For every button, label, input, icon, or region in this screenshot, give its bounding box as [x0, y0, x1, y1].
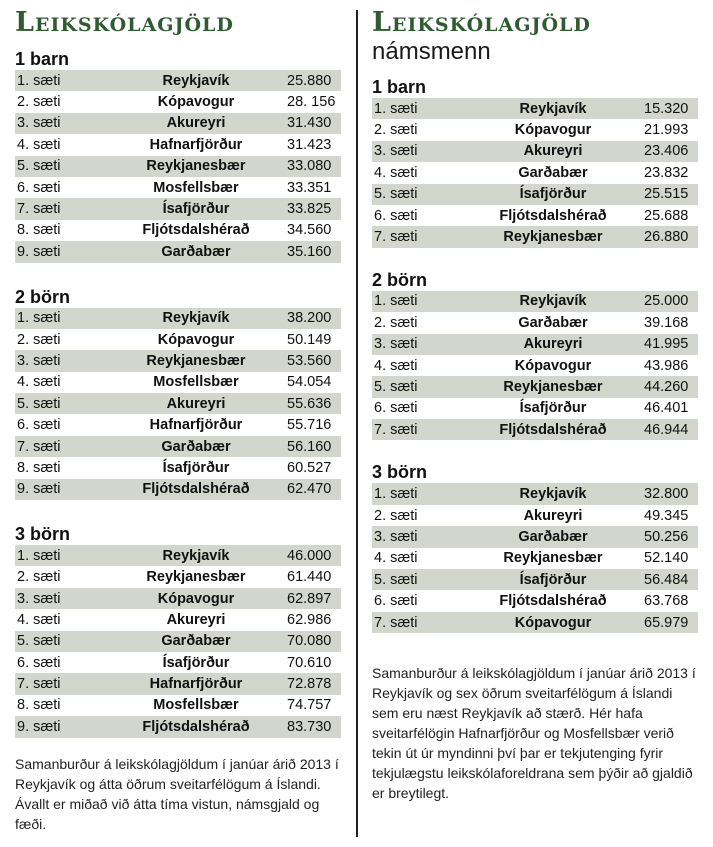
municipality-name: Akureyri — [523, 507, 583, 524]
rank-label: 5. sæti — [15, 156, 119, 177]
municipality-name: Reykjavík — [119, 308, 273, 329]
rank-label: 8. sæti — [17, 222, 61, 239]
table-row — [15, 329, 341, 350]
fee-value: 25.688 — [644, 207, 689, 224]
fee-value: 56.484 — [630, 569, 698, 590]
rank-label: 3. sæti — [372, 141, 476, 162]
municipality-name: Fljótsdalshérað — [142, 222, 250, 239]
left-title: Leikskólagjöld — [15, 7, 234, 38]
fee-value: 23.832 — [644, 164, 689, 181]
column-divider — [356, 10, 358, 837]
rank-label: 3. sæti — [15, 350, 119, 371]
municipality-name: Reykjanesbær — [503, 550, 603, 567]
fee-value: 61.440 — [287, 569, 332, 586]
rank-label: 1. sæti — [15, 308, 119, 329]
municipality-name: Garðabær — [119, 631, 273, 652]
rank-label: 2. sæti — [374, 507, 418, 524]
fee-value: 33.825 — [273, 198, 341, 219]
rank-label: 7. sæti — [15, 673, 119, 694]
table-row — [15, 695, 341, 716]
fee-value: 56.160 — [273, 436, 341, 457]
ranking-table — [15, 308, 341, 501]
rank-label: 6. sæti — [17, 417, 61, 434]
table-row — [15, 241, 341, 262]
table-row — [372, 291, 698, 312]
municipality-name: Akureyri — [166, 611, 226, 628]
municipality-name: Fljótsdalshérað — [499, 593, 607, 610]
municipality-name: Kópavogur — [157, 94, 235, 111]
left-section-3 — [15, 523, 341, 738]
table-row — [372, 184, 698, 205]
table-row — [15, 545, 341, 566]
municipality-name: Reykjanesbær — [476, 226, 630, 247]
fee-value: 60.527 — [287, 459, 332, 476]
table-row — [372, 355, 698, 376]
fee-value: 55.636 — [273, 393, 341, 414]
rank-label: 1. sæti — [372, 98, 476, 119]
table-row — [372, 612, 698, 633]
fee-value: 44.260 — [630, 376, 698, 397]
rank-label: 5. sæti — [372, 376, 476, 397]
rank-label: 5. sæti — [372, 184, 476, 205]
table-row — [15, 457, 341, 478]
right-title: Leikskólagjöld — [372, 7, 591, 38]
municipality-name: Reykjanesbær — [476, 376, 630, 397]
fee-value: 38.200 — [273, 308, 341, 329]
rank-label: 1. sæti — [372, 483, 476, 504]
rank-label: 6. sæti — [374, 207, 418, 224]
table-row — [15, 652, 341, 673]
rank-label: 5. sæti — [15, 393, 119, 414]
fee-value: 72.878 — [273, 673, 341, 694]
section-heading: 3 börn — [15, 524, 71, 545]
fee-value: 39.168 — [644, 314, 689, 331]
table-row — [372, 483, 698, 504]
municipality-name: Akureyri — [476, 334, 630, 355]
municipality-name: Ísafjörður — [476, 569, 630, 590]
municipality-name: Hafnarfjörður — [119, 673, 273, 694]
table-row — [372, 226, 698, 247]
table-row — [15, 113, 341, 134]
rank-label: 4. sæti — [374, 550, 418, 567]
fee-value: 70.080 — [273, 631, 341, 652]
table-row — [15, 588, 341, 609]
right-column — [372, 0, 698, 803]
fee-value: 15.320 — [630, 98, 698, 119]
municipality-name: Hafnarfjörður — [149, 136, 243, 153]
municipality-name: Fljótsdalshérað — [476, 419, 630, 440]
ranking-table — [372, 483, 698, 633]
rank-label: 2. sæti — [374, 314, 418, 331]
rank-label: 7. sæti — [15, 436, 119, 457]
municipality-name: Fljótsdalshérað — [119, 716, 273, 737]
rank-label: 5. sæti — [15, 631, 119, 652]
municipality-name: Garðabær — [119, 436, 273, 457]
table-row — [15, 70, 341, 91]
rank-label: 3. sæti — [15, 113, 119, 134]
municipality-name: Mosfellsbær — [153, 697, 239, 714]
left-footnote: Samanburður á leikskólagjöldum í janúar árið 2013 í Reykjavík og átta öðrum sveitarfélögum á Íslandi. Ávallt er miðað við átta tíma vistun, námsgjald og fæði. — [15, 755, 339, 832]
municipality-name: Ísafjörður — [162, 459, 230, 476]
fee-value: 31.423 — [287, 136, 332, 153]
rank-label: 2. sæti — [17, 94, 61, 111]
table-row — [372, 376, 698, 397]
fee-value: 62.986 — [287, 611, 332, 628]
table-row — [372, 569, 698, 590]
table-row — [372, 419, 698, 440]
ranking-table — [15, 545, 341, 738]
municipality-name: Ísafjörður — [119, 198, 273, 219]
table-row — [372, 526, 698, 547]
right-subtitle: námsmenn — [372, 38, 491, 65]
rank-label: 2. sæti — [17, 569, 61, 586]
rank-label: 8. sæti — [17, 459, 61, 476]
municipality-name: Reykjavík — [119, 70, 273, 91]
municipality-name: Reykjanesbær — [146, 569, 246, 586]
municipality-name: Akureyri — [119, 113, 273, 134]
fee-value: 31.430 — [273, 113, 341, 134]
table-row — [372, 141, 698, 162]
section-heading: 3 börn — [372, 462, 428, 483]
right-footnote: Samanburður á leikskólagjöldum í janúar árið 2013 í Reykjavík og sex öðrum sveitarfélögum á Íslandi sem eru næst Reykjavík að stærð. Hér hafa sveitarfélögin Hafnarfjörður og Mosfellsbær verið tekin út úr myndinni því þar er tekjutenging fyrir tekjulægstu leikskólaforeldrana sem þýðir að gjaldið er breytilegt. — [372, 665, 696, 802]
fee-value: 83.730 — [273, 716, 341, 737]
rank-label: 2. sæti — [17, 331, 61, 348]
fee-value: 34.560 — [287, 222, 332, 239]
table-row — [372, 548, 698, 569]
municipality-name: Kópavogur — [119, 588, 273, 609]
rank-label: 3. sæti — [372, 526, 476, 547]
fee-value: 63.768 — [644, 593, 689, 610]
municipality-name: Akureyri — [119, 393, 273, 414]
table-row — [15, 609, 341, 630]
rank-label: 4. sæti — [17, 611, 61, 628]
table-row — [15, 308, 341, 329]
section-heading: 2 börn — [15, 286, 71, 307]
rank-label: 1. sæti — [15, 70, 119, 91]
fee-value: 70.610 — [287, 654, 332, 671]
municipality-name: Fljótsdalshérað — [119, 479, 273, 500]
rank-label: 4. sæti — [374, 164, 418, 181]
rank-label: 7. sæti — [372, 226, 476, 247]
rank-label: 4. sæti — [374, 357, 418, 374]
table-row — [372, 98, 698, 119]
fee-value: 50.149 — [287, 331, 332, 348]
table-row — [15, 156, 341, 177]
municipality-name: Kópavogur — [476, 612, 630, 633]
fee-value: 55.716 — [287, 417, 332, 434]
rank-label: 6. sæti — [374, 593, 418, 610]
municipality-name: Reykjavík — [476, 291, 630, 312]
municipality-name: Mosfellsbær — [153, 374, 239, 391]
municipality-name: Fljótsdalshérað — [499, 207, 607, 224]
rank-label: 1. sæti — [15, 545, 119, 566]
table-row — [15, 566, 341, 587]
fee-value: 49.345 — [644, 507, 689, 524]
left-column — [15, 0, 341, 834]
rank-label: 7. sæti — [372, 612, 476, 633]
municipality-name: Kópavogur — [514, 357, 592, 374]
municipality-name: Akureyri — [476, 141, 630, 162]
table-row — [15, 198, 341, 219]
municipality-name: Reykjanesbær — [119, 156, 273, 177]
left-section-1 — [15, 48, 341, 263]
municipality-name: Garðabær — [476, 526, 630, 547]
table-row — [372, 398, 698, 419]
fee-value: 53.560 — [273, 350, 341, 371]
ranking-table — [372, 98, 698, 248]
rank-label: 9. sæti — [15, 479, 119, 500]
table-row — [372, 334, 698, 355]
table-row — [15, 393, 341, 414]
table-row — [15, 91, 341, 112]
rank-label: 1. sæti — [372, 291, 476, 312]
fee-value: 54.054 — [287, 374, 332, 391]
table-row — [15, 631, 341, 652]
rank-label: 6. sæti — [374, 400, 418, 417]
table-row — [15, 350, 341, 371]
fee-value: 50.256 — [630, 526, 698, 547]
rank-label: 3. sæti — [372, 334, 476, 355]
municipality-name: Garðabær — [119, 241, 273, 262]
fee-value: 65.979 — [630, 612, 698, 633]
rank-label: 8. sæti — [17, 697, 61, 714]
fee-value: 74.757 — [287, 697, 332, 714]
rank-label: 3. sæti — [15, 588, 119, 609]
municipality-name: Garðabær — [518, 164, 588, 181]
table-row — [15, 673, 341, 694]
fee-value: 43.986 — [644, 357, 689, 374]
rank-label: 6. sæti — [17, 654, 61, 671]
left-section-2 — [15, 286, 341, 501]
rank-label: 4. sæti — [17, 374, 61, 391]
municipality-name: Reykjanesbær — [119, 350, 273, 371]
municipality-name: Ísafjörður — [476, 184, 630, 205]
fee-value: 26.880 — [630, 226, 698, 247]
right-section-2 — [372, 269, 698, 441]
table-row — [15, 372, 341, 393]
section-heading: 2 börn — [372, 269, 428, 290]
table-row — [372, 312, 698, 333]
ranking-table — [372, 291, 698, 441]
municipality-name: Reykjavík — [476, 483, 630, 504]
right-section-1 — [372, 76, 698, 248]
rank-label: 6. sæti — [17, 179, 61, 196]
fee-value: 25.880 — [273, 70, 341, 91]
fee-value: 28. 156 — [287, 94, 336, 111]
table-row — [15, 479, 341, 500]
rank-label: 9. sæti — [15, 716, 119, 737]
rank-label: 2. sæti — [374, 122, 418, 139]
table-row — [15, 716, 341, 737]
municipality-name: Hafnarfjörður — [149, 417, 243, 434]
table-row — [15, 134, 341, 155]
rank-label: 5. sæti — [372, 569, 476, 590]
municipality-name: Garðabær — [518, 314, 588, 331]
municipality-name: Mosfellsbær — [153, 179, 239, 196]
municipality-name: Ísafjörður — [519, 400, 587, 417]
rank-label: 9. sæti — [15, 241, 119, 262]
fee-value: 62.897 — [273, 588, 341, 609]
right-section-3 — [372, 461, 698, 633]
municipality-name: Ísafjörður — [162, 654, 230, 671]
table-row — [372, 590, 698, 611]
ranking-table — [15, 70, 341, 263]
table-row — [15, 220, 341, 241]
fee-value: 25.515 — [630, 184, 698, 205]
fee-value: 35.160 — [273, 241, 341, 262]
fee-value: 62.470 — [273, 479, 341, 500]
table-row — [15, 414, 341, 435]
table-row — [15, 436, 341, 457]
fee-value: 33.351 — [287, 179, 332, 196]
fee-value: 32.800 — [630, 483, 698, 504]
municipality-name: Kópavogur — [157, 331, 235, 348]
table-row — [15, 177, 341, 198]
fee-value: 46.944 — [630, 419, 698, 440]
table-row — [372, 205, 698, 226]
rank-label: 7. sæti — [372, 419, 476, 440]
municipality-name: Reykjavík — [476, 98, 630, 119]
fee-value: 41.995 — [630, 334, 698, 355]
rank-label: 7. sæti — [15, 198, 119, 219]
section-heading: 1 barn — [15, 49, 70, 69]
rank-label: 4. sæti — [17, 136, 61, 153]
fee-value: 33.080 — [273, 156, 341, 177]
table-row — [372, 505, 698, 526]
table-row — [372, 162, 698, 183]
fee-value: 46.000 — [273, 545, 341, 566]
fee-value: 46.401 — [644, 400, 689, 417]
municipality-name: Reykjavík — [119, 545, 273, 566]
fee-value: 21.993 — [644, 122, 689, 139]
fee-value: 25.000 — [630, 291, 698, 312]
fee-value: 52.140 — [644, 550, 689, 567]
section-heading: 1 barn — [372, 77, 427, 97]
municipality-name: Kópavogur — [514, 122, 592, 139]
table-row — [372, 119, 698, 140]
fee-value: 23.406 — [630, 141, 698, 162]
